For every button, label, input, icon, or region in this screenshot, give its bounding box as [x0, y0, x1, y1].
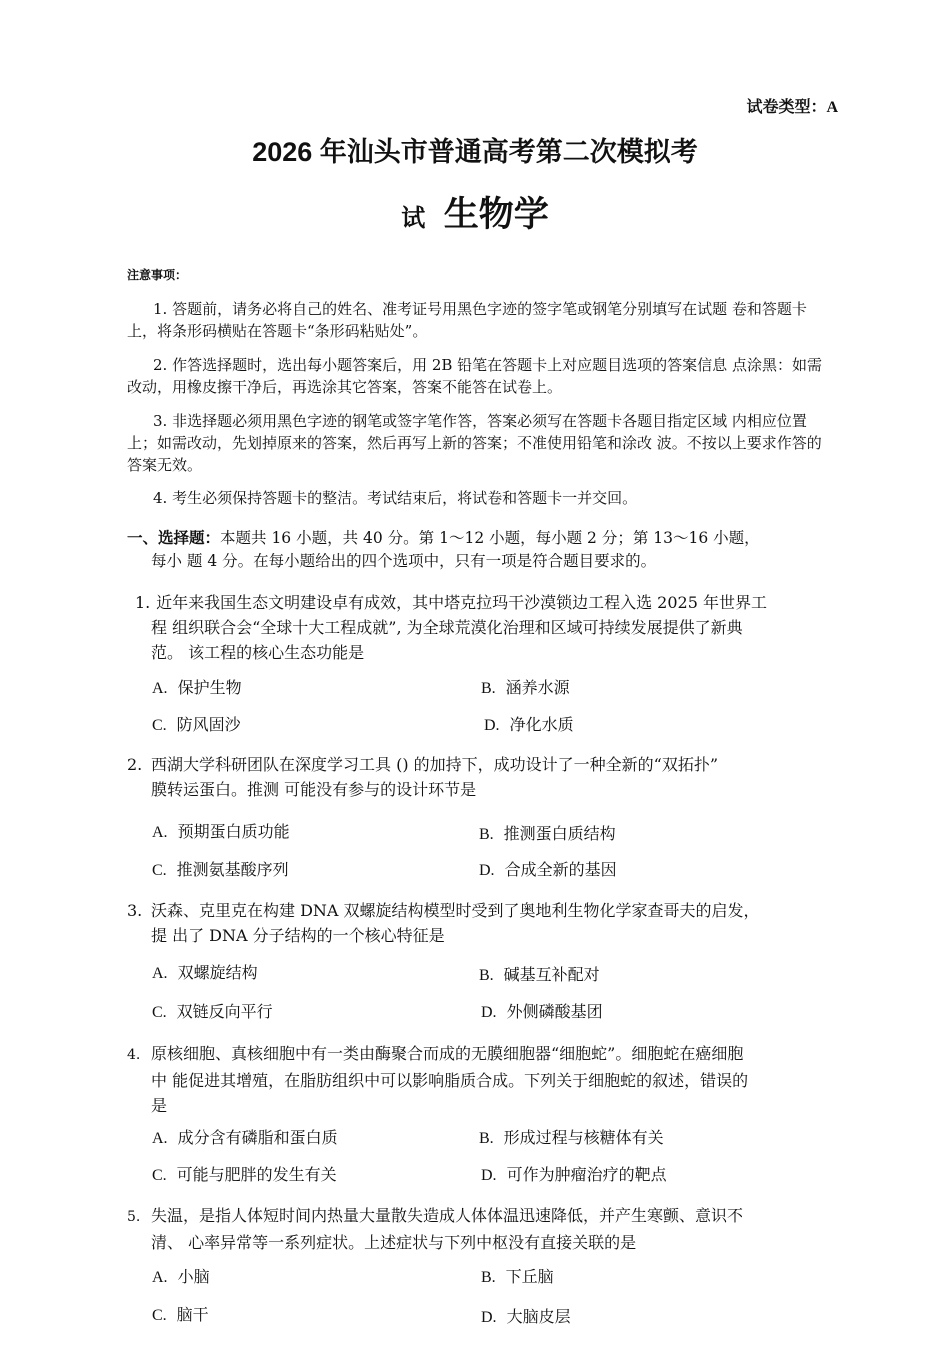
note-3-text: 3. 非选择题必须用黑色字迹的钢笔或签字笔作答，答案必须写在答题卡各题目指定区域 内相应位置上；如需改动，先划掉原来的答案，然后再写上新的答案；不准使用铅笔和涂改 波。不按以上要求作答的答案无效。 — [127, 412, 822, 474]
question-2-option-d[interactable] — [479, 859, 617, 882]
question-3-option-b[interactable] — [479, 964, 600, 987]
question-2-line1: 西湖大学科研团队在深度学习工具 () 的加持下，成功设计了一种全新的“双拓扑” — [151, 755, 719, 774]
section-1-line1: 本题共 16 小题，共 40 分。第 1～12 小题，每小题 2 分；第 13～16 小题， — [220, 529, 760, 547]
option-letter: C. — [152, 862, 167, 879]
question-2 — [127, 752, 832, 802]
question-2-number: 2. — [127, 755, 143, 774]
question-5-option-a[interactable] — [152, 1266, 210, 1289]
question-5-option-b[interactable] — [481, 1266, 554, 1289]
option-letter: B. — [481, 1269, 496, 1286]
paper-type-label: 试卷类型：A — [746, 99, 838, 116]
question-5-line1: 失温，是指人体短时间内热量大量散失造成人体体温迅速降低，并产生寒颤、意识不 — [151, 1206, 744, 1225]
question-2-option-a[interactable] — [152, 821, 290, 844]
question-5-number: 5. — [127, 1209, 141, 1225]
section-1-instructions — [127, 526, 832, 573]
question-1-option-c[interactable] — [152, 714, 241, 737]
question-2-option-c[interactable] — [152, 859, 289, 882]
option-letter: B. — [479, 826, 494, 843]
question-1-line2: 程 组织联合会“全球十大工程成就”, 为全球荒漠化治理和区域可持续发展提供了新典 — [151, 618, 743, 637]
option-text: 脑干 — [176, 1305, 209, 1324]
question-1-option-b[interactable] — [481, 677, 570, 700]
option-text: 可能与肥胖的发生有关 — [176, 1165, 337, 1184]
notes-heading: 注意事项： — [127, 268, 188, 282]
option-letter: A. — [152, 1269, 168, 1286]
note-1 — [127, 298, 832, 342]
question-4-line1: 原核细胞、真核细胞中有一类由酶聚合而成的无膜细胞器“细胞蛇”。细胞蛇在癌细胞 — [151, 1044, 744, 1063]
note-2-text: 2. 作答选择题时，选出每小题答案后，用 2B 铅笔在答题卡上对应题目选项的答案信息 点涂黑：如需改动，用橡皮擦干净后，再选涂其它答案，答案不能答在试卷上。 — [127, 356, 822, 396]
option-letter: C. — [152, 717, 167, 734]
option-letter: A. — [152, 680, 168, 697]
note-3 — [127, 410, 832, 476]
option-text: 净化水质 — [509, 715, 574, 734]
option-text: 防风固沙 — [176, 715, 241, 734]
option-letter: D. — [481, 1167, 497, 1184]
question-3 — [127, 898, 832, 948]
question-4-line2: 中 能促进其增殖，在脂肪组织中可以影响脂质合成。下列关于细胞蛇的叙述，错误的 — [151, 1071, 749, 1090]
question-5-option-c[interactable] — [152, 1304, 209, 1327]
note-1-text: 1. 答题前，请务必将自己的姓名、准考证号用黑色字迹的签字笔或钢笔分别填写在试题 卷和答题卡上，将条形码横贴在答题卡“条形码粘贴处”。 — [127, 300, 807, 340]
option-text: 推测蛋白质结构 — [503, 824, 616, 843]
option-letter: B. — [481, 680, 496, 697]
option-letter: C. — [152, 1004, 167, 1021]
question-5-option-d[interactable] — [481, 1306, 571, 1329]
option-text: 小脑 — [177, 1267, 210, 1286]
question-1-option-d[interactable] — [484, 714, 574, 737]
option-text: 保护生物 — [177, 678, 242, 697]
question-1 — [127, 590, 832, 665]
question-4-option-d[interactable] — [481, 1164, 667, 1187]
exam-title-continuation: 试 — [401, 205, 426, 232]
option-letter: B. — [479, 967, 494, 984]
exam-subject-line — [0, 187, 950, 237]
option-letter: D. — [481, 1004, 497, 1021]
option-letter: C. — [152, 1167, 167, 1184]
question-3-option-a[interactable] — [152, 962, 258, 985]
question-1-line3: 范。 该工程的核心生态功能是 — [151, 643, 365, 662]
option-text: 预期蛋白质功能 — [177, 822, 290, 841]
question-4-option-c[interactable] — [152, 1164, 337, 1187]
subject-title: 生物学 — [443, 195, 549, 234]
question-3-line2: 提 出了 DNA 分子结构的一个核心特征是 — [151, 926, 445, 945]
option-text: 合成全新的基因 — [504, 860, 617, 879]
option-letter: D. — [484, 717, 500, 734]
option-text: 外侧磷酸基团 — [506, 1002, 603, 1021]
section-1-label: 一、选择题： — [127, 528, 221, 547]
option-text: 形成过程与核糖体有关 — [503, 1128, 664, 1147]
option-letter: A. — [152, 965, 168, 982]
option-letter: D. — [481, 1309, 497, 1326]
question-3-line1: 沃森、克里克在构建 DNA 双螺旋结构模型时受到了奥地利生物化学家查哥夫的启发， — [151, 901, 760, 920]
note-2 — [127, 354, 832, 398]
question-5-line2: 清、 心率异常等一系列症状。上述症状与下列中枢没有直接关联的是 — [151, 1233, 637, 1252]
option-letter: C. — [152, 1307, 167, 1324]
question-1-line1: 近年来我国生态文明建设卓有成效，其中塔克拉玛干沙漠锁边工程入选 2025 年世界工 — [156, 593, 767, 612]
note-4-text: 4. 考生必须保持答题卡的整洁。考试结束后，将试卷和答题卡一并交回。 — [153, 489, 638, 507]
question-3-option-c[interactable] — [152, 1001, 273, 1024]
option-text: 可作为肿瘤治疗的靶点 — [506, 1165, 667, 1184]
option-text: 大脑皮层 — [506, 1307, 571, 1326]
question-4-option-a[interactable] — [152, 1127, 338, 1150]
question-1-option-a[interactable] — [152, 677, 242, 700]
option-text: 成分含有磷脂和蛋白质 — [177, 1128, 338, 1147]
option-letter: A. — [152, 824, 168, 841]
question-4 — [127, 1041, 832, 1118]
option-text: 双螺旋结构 — [177, 963, 258, 982]
question-1-number: 1. — [135, 593, 151, 612]
question-4-line3: 是 — [151, 1096, 168, 1115]
option-text: 涵养水源 — [505, 678, 570, 697]
option-letter: D. — [479, 862, 495, 879]
question-3-number: 3. — [127, 901, 143, 920]
question-5 — [127, 1203, 832, 1255]
question-3-option-d[interactable] — [481, 1001, 603, 1024]
question-4-option-b[interactable] — [479, 1127, 664, 1150]
option-letter: B. — [479, 1130, 494, 1147]
option-text: 推测氨基酸序列 — [176, 860, 289, 879]
exam-title: 2026 年汕头市普通高考第二次模拟考 — [252, 137, 698, 167]
question-2-line2: 膜转运蛋白。推测 可能没有参与的设计环节是 — [151, 780, 477, 799]
option-text: 下丘脑 — [505, 1267, 554, 1286]
question-4-number: 4. — [127, 1047, 141, 1063]
question-2-option-b[interactable] — [479, 823, 616, 846]
option-text: 碱基互补配对 — [503, 965, 600, 984]
section-1-line2: 每小 题 4 分。在每小题给出的四个选项中，只有一项是符合题目要求的。 — [151, 552, 657, 570]
option-text: 双链反向平行 — [176, 1002, 273, 1021]
option-letter: A. — [152, 1130, 168, 1147]
note-4 — [127, 487, 832, 509]
